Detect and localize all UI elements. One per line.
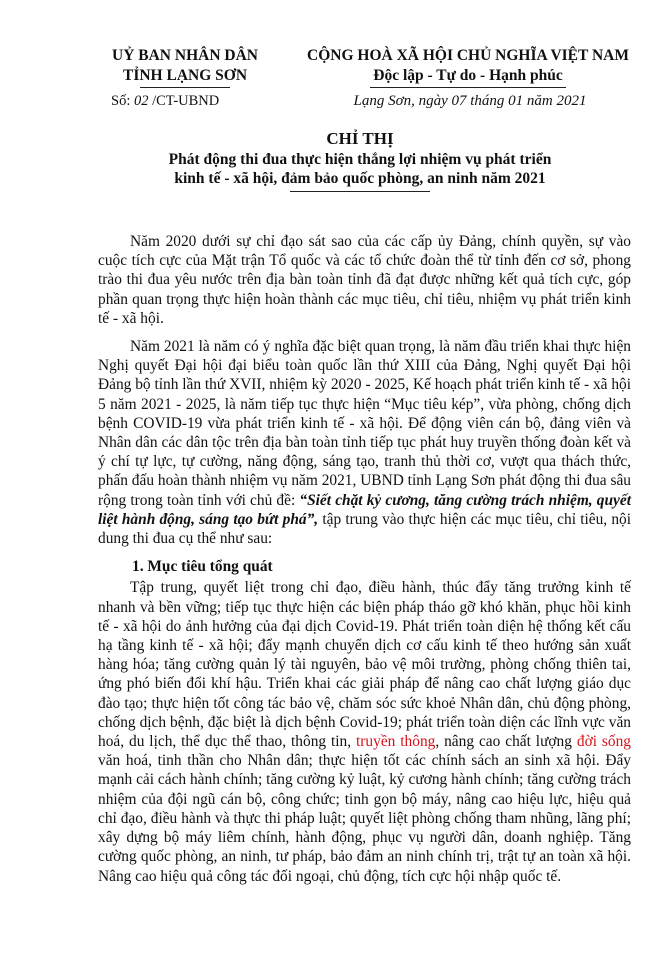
doc-number-prefix: Số: <box>111 93 131 109</box>
motto-underline <box>370 87 566 88</box>
document-body <box>98 232 631 895</box>
place-and-date: Lạng Sơn, ngày 07 tháng 01 năm 2021 <box>353 93 587 109</box>
motto: Độc lập - Tự do - Hạnh phúc <box>373 67 563 84</box>
doc-number-value: 02 <box>133 93 149 109</box>
document-type: CHỈ THỊ <box>326 129 394 148</box>
national-motto <box>303 46 633 88</box>
doc-number-suffix: /CT-UBND <box>152 93 220 109</box>
paragraph-2-start: Năm 2021 là năm có ý nghĩa đặc biệt quan trọng, là năm đầu triển khai thực hiện Nghị quyết Đại hội đại biểu toàn quốc lần thứ XIII của Đảng, Nghị quyết Đại hội Đảng bộ tỉnh lần thứ XVII, nhiệm kỳ 2020 - 2025, Kế hoạch phát triển kinh tế - xã hội 5 năm 2021 - 2025, là năm tiếp tục thực hiện “Mục tiêu kép”, vừa phòng, chống dịch bệnh COVID-19 vừa phát triển kinh tế - xã hội. Để động viên cán bộ, đảng viên và Nhân dân các dân tộc trên địa bàn toàn tỉnh tiếp tục phát huy truyền thống đoàn kết và ý chí tự lực, tự cường, năng động, sáng tạo, tranh thủ thời cơ, vượt qua thách thức, phấn đấu hoàn thành nhiệm vụ năm 2021, UBND tỉnh Lạng Sơn phát động thi đua sâu rộng trong toàn tỉnh với chủ đề: <box>98 338 631 509</box>
paragraph-3-part-a: Tập trung, quyết liệt trong chỉ đạo, điều hành, thúc đẩy tăng trưởng kinh tế nhanh và bền vững; tiếp tục thực hiện các biện pháp tháo gỡ khó khăn, phục hồi kinh tế - xã hội do ảnh hưởng của đại dịch Covid-19. Phát triển toàn diện hệ thống kết cấu hạ tầng kinh tế - xã hội; đẩy mạnh chuyển dịch cơ cấu kinh tế theo hướng sản xuất hàng hóa; tăng cường quản lý tài nguyên, bảo vệ môi trường, phòng chống thiên tai, ứng phó biến đổi khí hậu. Triển khai các giải pháp để nâng cao chất lượng giáo dục đào tạo; thực hiện tốt công tác bảo vệ, chăm sóc sức khoẻ Nhân dân, chủ động phòng, chống dịch bệnh, đặc biệt là dịch bệnh Covid-19; phát triển toàn diện các lĩnh vực văn hoá, du lịch, thể dục thể thao, thông tin, <box>98 579 631 751</box>
authority-line-1: UỶ BAN NHÂN DÂN <box>112 47 258 64</box>
issuing-authority <box>100 46 270 88</box>
highlight-doi-song: đời sống <box>576 733 631 751</box>
document-title <box>100 128 620 192</box>
document-number <box>111 93 219 110</box>
authority-line-2: TỈNH LẠNG SƠN <box>122 67 248 84</box>
paragraph-3 <box>98 578 631 885</box>
paragraph-2 <box>98 337 631 548</box>
authority-underline <box>140 87 230 88</box>
paragraph-3-part-b: , nâng cao chất lượng <box>435 733 577 751</box>
campaign-slogan: “Siết chặt kỷ cương, tăng cường trách nhiệm, quyết liệt hành động, sáng tạo bứt phá”, <box>98 491 631 528</box>
title-underline <box>290 191 430 192</box>
paragraph-2-end: tập trung vào thực hiện các mục tiêu, chỉ tiêu, nội dung thi đua cụ thể như sau: <box>98 510 632 548</box>
paragraph-3-part-c: văn hoá, tinh thần cho Nhân dân; thực hiện tốt các chính sách an sinh xã hội. Đẩy mạnh cải cách hành chính; tăng cường kỷ luật, kỷ cương hành chính; tăng cường trách nhiệm của đội ngũ cán bộ, công chức; tinh gọn bộ máy, nâng cao hiệu lực, hiệu quả chỉ đạo, điều hành và thực thi pháp luật; quyết liệt phòng chống tham nhũng, lãng phí; xây dựng bộ máy liêm chính, hành động, phục vụ người dân, doanh nghiệp. Tăng cường quốc phòng, an ninh, tư pháp, bảo đảm an ninh chính trị, trật tự an toàn xã hội. Nâng cao hiệu quả công tác đối ngoại, chủ động, tích cực hội nhập quốc tế. <box>98 752 631 885</box>
title-line-2: kinh tế - xã hội, đảm bảo quốc phòng, an ninh năm 2021 <box>174 170 546 187</box>
title-line-1: Phát động thi đua thực hiện thắng lợi nhiệm vụ phát triển <box>168 151 552 168</box>
paragraph-1: Năm 2020 dưới sự chỉ đạo sát sao của các cấp ủy Đảng, chính quyền, sự vào cuộc tích cực của Mặt trận Tổ quốc và các tổ chức đoàn thể từ tỉnh đến cơ sở, phong trào thi đua yêu nước trên địa bàn toàn tỉnh đã đạt được những kết quả tích cực, góp phần quan trọng thực hiện hoàn thành các mục tiêu, chỉ tiêu, nhiệm vụ phát triển kinh tế - xã hội. <box>98 233 631 327</box>
nation-name: CỘNG HOÀ XÃ HỘI CHỦ NGHĨA VIỆT NAM <box>307 47 629 64</box>
section-1-heading: 1. Mục tiêu tổng quát <box>132 558 273 576</box>
highlight-truyen-thong: truyền thông <box>356 733 436 751</box>
